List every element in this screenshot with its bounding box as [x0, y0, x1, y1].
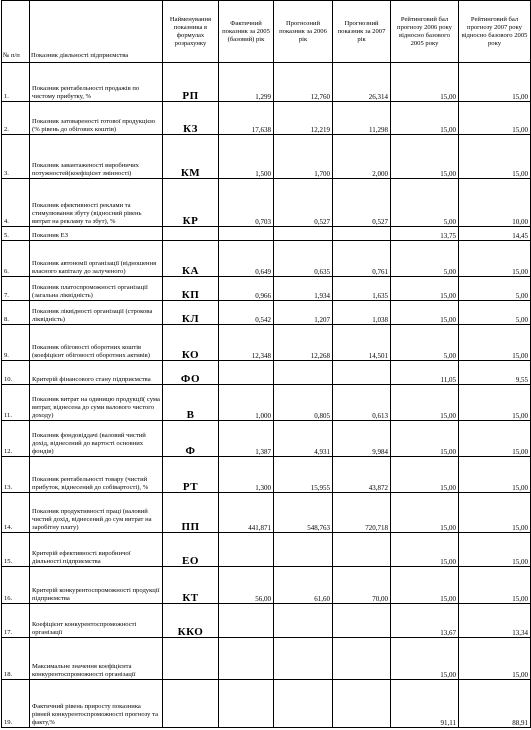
row-abbr — [163, 638, 219, 680]
row-rating-2006: 15,00 — [391, 533, 459, 567]
row-rating-2006: 15,00 — [391, 277, 459, 301]
table-row — [2, 301, 531, 325]
row-number: 10. — [2, 361, 30, 385]
row-number: 17. — [2, 604, 30, 638]
row-number: 3. — [2, 135, 30, 179]
header-abbr: Найменування показника в формулах розрахунку — [163, 1, 219, 63]
table-row — [2, 241, 531, 277]
row-forecast-2007 — [333, 604, 391, 638]
row-rating-2007: 15,00 — [459, 421, 531, 457]
row-fact-2005 — [219, 680, 274, 728]
row-fact-2005: 1,299 — [219, 63, 274, 102]
row-forecast-2007: 14,501 — [333, 325, 391, 361]
row-abbr: КП — [163, 277, 219, 301]
row-forecast-2007 — [333, 638, 391, 680]
row-forecast-2006: 15,955 — [274, 457, 333, 493]
row-fact-2005: 441,871 — [219, 493, 274, 533]
row-rating-2006: 13,75 — [391, 227, 459, 241]
row-indicator: Фактичний рівень приросту показника рівней конкурентоспроможності прогнозу та факту,% — [30, 680, 163, 728]
row-abbr: ФО — [163, 361, 219, 385]
row-indicator: Показник затовареності готової продукцією (% рівень до обігових коштів) — [30, 102, 163, 135]
table-row — [2, 421, 531, 457]
row-rating-2007: 15,00 — [459, 567, 531, 604]
row-abbr: КА — [163, 241, 219, 277]
row-forecast-2006 — [274, 638, 333, 680]
row-fact-2005: 0,542 — [219, 301, 274, 325]
row-abbr — [163, 227, 219, 241]
row-indicator: Показник ліквідності організації (строкова ліквідність) — [30, 301, 163, 325]
row-rating-2006: 5,00 — [391, 325, 459, 361]
competitiveness-table — [1, 0, 531, 728]
row-indicator: Критерій фінансового стану підприємства — [30, 361, 163, 385]
row-forecast-2006: 0,635 — [274, 241, 333, 277]
row-number: 7. — [2, 277, 30, 301]
row-number: 18. — [2, 638, 30, 680]
row-rating-2006: 11,05 — [391, 361, 459, 385]
table-row — [2, 63, 531, 102]
row-fact-2005 — [219, 638, 274, 680]
row-forecast-2006: 0,805 — [274, 385, 333, 421]
row-forecast-2007: 0,527 — [333, 179, 391, 227]
row-forecast-2006: 12,268 — [274, 325, 333, 361]
row-rating-2006: 91,11 — [391, 680, 459, 728]
row-rating-2007: 9,55 — [459, 361, 531, 385]
row-number: 16. — [2, 567, 30, 604]
table-row — [2, 385, 531, 421]
row-abbr: РП — [163, 63, 219, 102]
row-indicator: Критерій ефективності виробничої діяльності підприємства — [30, 533, 163, 567]
row-indicator: Показник рентабельності продажів по чистому прибутку, % — [30, 63, 163, 102]
row-rating-2007: 10,00 — [459, 179, 531, 227]
row-rating-2007: 88,91 — [459, 680, 531, 728]
table-row — [2, 179, 531, 227]
table-row — [2, 680, 531, 728]
row-abbr: Ф — [163, 421, 219, 457]
row-forecast-2007: 1,038 — [333, 301, 391, 325]
row-number: 2. — [2, 102, 30, 135]
row-rating-2007: 14,45 — [459, 227, 531, 241]
row-number: 15. — [2, 533, 30, 567]
row-number: 9. — [2, 325, 30, 361]
row-rating-2006: 15,00 — [391, 63, 459, 102]
row-fact-2005: 1,000 — [219, 385, 274, 421]
row-number: 14. — [2, 493, 30, 533]
row-forecast-2006: 12,219 — [274, 102, 333, 135]
header-rating-2006: Рейтинговий бал прогнозу 2006 року відносно базового 2005 року — [391, 1, 459, 63]
row-forecast-2007: 9,984 — [333, 421, 391, 457]
row-forecast-2006: 1,700 — [274, 135, 333, 179]
row-rating-2007: 15,00 — [459, 638, 531, 680]
row-forecast-2006: 12,760 — [274, 63, 333, 102]
row-fact-2005: 0,649 — [219, 241, 274, 277]
header-rating-2007: Рейтинговий бал прогнозу 2007 року відносно базового 2005 року — [459, 1, 531, 63]
row-fact-2005: 0,703 — [219, 179, 274, 227]
row-abbr: КТ — [163, 567, 219, 604]
row-number: 1. — [2, 63, 30, 102]
row-indicator: Показник автономії організації (відношення власного капіталу до залученого) — [30, 241, 163, 277]
table-row — [2, 325, 531, 361]
row-number: 5. — [2, 227, 30, 241]
row-rating-2007: 5,00 — [459, 277, 531, 301]
header-forecast-2006: Прогнозний показник за 2006 рік — [274, 1, 333, 63]
row-indicator: Показник ефективності реклами та стимулювання збуту (відносний рівень витрат на рекламу та збут), % — [30, 179, 163, 227]
row-rating-2006: 15,00 — [391, 385, 459, 421]
row-indicator: Показник витрат на одиницю продукції( сума витрат, віднесена до суми валового чистого доходу) — [30, 385, 163, 421]
row-abbr: В — [163, 385, 219, 421]
header-forecast-2007: Прогнозний показник за 2007 рік — [333, 1, 391, 63]
row-forecast-2007: 70,00 — [333, 567, 391, 604]
row-rating-2006: 15,00 — [391, 421, 459, 457]
row-fact-2005: 0,966 — [219, 277, 274, 301]
row-rating-2006: 15,00 — [391, 457, 459, 493]
row-abbr — [163, 680, 219, 728]
table-row — [2, 457, 531, 493]
row-forecast-2007: 11,298 — [333, 102, 391, 135]
row-rating-2007: 15,00 — [459, 325, 531, 361]
row-fact-2005: 56,00 — [219, 567, 274, 604]
row-forecast-2007: 720,718 — [333, 493, 391, 533]
row-fact-2005: 1,387 — [219, 421, 274, 457]
row-indicator: Критерій конкурентоспроможності продукції підприємства — [30, 567, 163, 604]
row-indicator: Показник фондовіддачі (валовий чистий дохід, віднесений до вартості основних фондів) — [30, 421, 163, 457]
row-forecast-2007 — [333, 361, 391, 385]
row-forecast-2006 — [274, 604, 333, 638]
row-forecast-2007: 2,000 — [333, 135, 391, 179]
row-abbr: КЛ — [163, 301, 219, 325]
row-number: 19. — [2, 680, 30, 728]
row-forecast-2006 — [274, 361, 333, 385]
row-forecast-2006: 4,931 — [274, 421, 333, 457]
row-fact-2005 — [219, 533, 274, 567]
row-rating-2007: 15,00 — [459, 135, 531, 179]
table-row — [2, 493, 531, 533]
row-fact-2005: 1,300 — [219, 457, 274, 493]
table-row — [2, 135, 531, 179]
row-rating-2006: 5,00 — [391, 179, 459, 227]
table-row — [2, 533, 531, 567]
row-fact-2005 — [219, 361, 274, 385]
row-forecast-2007: 0,613 — [333, 385, 391, 421]
row-abbr: КО — [163, 325, 219, 361]
row-rating-2007: 15,00 — [459, 385, 531, 421]
row-forecast-2007 — [333, 680, 391, 728]
row-rating-2007: 13,34 — [459, 604, 531, 638]
row-rating-2006: 15,00 — [391, 638, 459, 680]
table-row — [2, 227, 531, 241]
header-num: № п/п — [2, 1, 30, 63]
row-forecast-2007 — [333, 533, 391, 567]
row-forecast-2006: 1,207 — [274, 301, 333, 325]
table-row — [2, 361, 531, 385]
table-row — [2, 604, 531, 638]
table-row — [2, 102, 531, 135]
row-forecast-2006: 548,763 — [274, 493, 333, 533]
row-fact-2005 — [219, 604, 274, 638]
row-forecast-2007: 43,872 — [333, 457, 391, 493]
table-body — [2, 63, 531, 728]
row-rating-2007: 15,00 — [459, 63, 531, 102]
row-abbr: КМ — [163, 135, 219, 179]
row-number: 11. — [2, 385, 30, 421]
row-indicator: Коефіцієнт конкурентоспроможності організації — [30, 604, 163, 638]
row-rating-2006: 15,00 — [391, 493, 459, 533]
row-forecast-2006 — [274, 533, 333, 567]
row-rating-2006: 5,00 — [391, 241, 459, 277]
row-rating-2007: 15,00 — [459, 533, 531, 567]
row-rating-2006: 15,00 — [391, 135, 459, 179]
table-row — [2, 277, 531, 301]
row-forecast-2007: 0,761 — [333, 241, 391, 277]
row-fact-2005: 1,500 — [219, 135, 274, 179]
row-rating-2007: 5,00 — [459, 301, 531, 325]
row-number: 8. — [2, 301, 30, 325]
row-rating-2007: 15,00 — [459, 102, 531, 135]
row-rating-2007: 15,00 — [459, 241, 531, 277]
row-indicator: Показник платоспроможності організації (загальна ліквідність) — [30, 277, 163, 301]
header-fact-2005: Фактичний показник за 2005 (базовий) рік — [219, 1, 274, 63]
table-row — [2, 638, 531, 680]
row-indicator: Показник завантаженості виробничих потужностей(коефіцієнт змінності) — [30, 135, 163, 179]
row-forecast-2007 — [333, 227, 391, 241]
row-indicator: Максимальне значення коефіцієнта конкурентоспроможності організації — [30, 638, 163, 680]
row-abbr: РТ — [163, 457, 219, 493]
row-forecast-2006 — [274, 680, 333, 728]
row-indicator: Показник рентабельності товару (чистий прибуток, віднесений до собівартості), % — [30, 457, 163, 493]
row-forecast-2006 — [274, 227, 333, 241]
row-abbr: ПП — [163, 493, 219, 533]
row-forecast-2006: 0,527 — [274, 179, 333, 227]
row-fact-2005 — [219, 227, 274, 241]
row-rating-2006: 15,00 — [391, 567, 459, 604]
row-abbr: ЕО — [163, 533, 219, 567]
row-number: 4. — [2, 179, 30, 227]
row-forecast-2007: 26,314 — [333, 63, 391, 102]
header-indicator: Показник діяльності підприємства — [30, 1, 163, 63]
row-rating-2006: 15,00 — [391, 301, 459, 325]
row-rating-2007: 15,00 — [459, 457, 531, 493]
row-number: 12. — [2, 421, 30, 457]
row-number: 6. — [2, 241, 30, 277]
row-forecast-2006: 1,934 — [274, 277, 333, 301]
row-rating-2006: 13,67 — [391, 604, 459, 638]
row-forecast-2006: 61,60 — [274, 567, 333, 604]
row-abbr: КР — [163, 179, 219, 227]
row-rating-2006: 15,00 — [391, 102, 459, 135]
row-rating-2007: 15,00 — [459, 493, 531, 533]
row-abbr: ККО — [163, 604, 219, 638]
row-fact-2005: 12,348 — [219, 325, 274, 361]
row-abbr: КЗ — [163, 102, 219, 135]
row-fact-2005: 17,638 — [219, 102, 274, 135]
row-indicator: Показник обіговості оборотних коштів (коефіцієнт обіговості оборотних активів) — [30, 325, 163, 361]
row-indicator: Показник продуктивності праці (валовий чистий дохід, віднесений до сум витрат на заробітну плату) — [30, 493, 163, 533]
row-number: 13. — [2, 457, 30, 493]
row-indicator: Показник ЕЗ — [30, 227, 163, 241]
row-forecast-2007: 1,635 — [333, 277, 391, 301]
table-row — [2, 567, 531, 604]
header-row — [2, 1, 531, 63]
